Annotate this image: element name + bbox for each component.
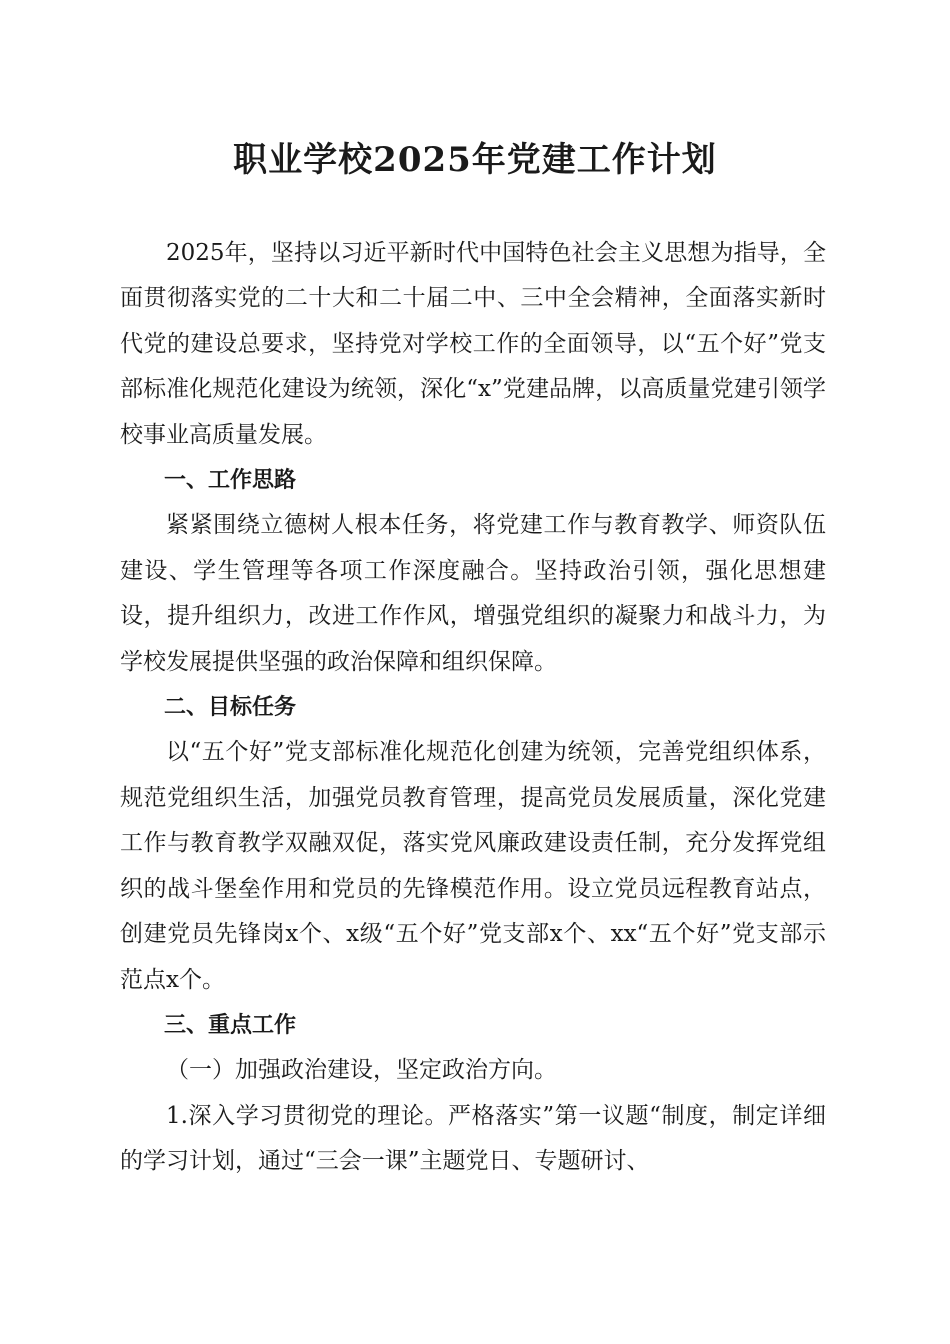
section-heading-key-work: 三、重点工作 [164, 1012, 297, 1038]
section-heading-work-approach: 一、工作思路 [164, 468, 297, 494]
intro-paragraph: 2025年，坚持以习近平新时代中国特色社会主义思想为指导，全面贯彻落实党的二十大和二十届二中、三中全会精神，全面落实新时代党的建设总要求，坚持党对学校工作的全面领导，以“五个好”党支部标准化规范化建设为统领，深化“x”党建品牌，以高质量党建引领学校事业高质量发展。 [120, 240, 826, 448]
section-heading-goals: 二、目标任务 [164, 695, 297, 721]
item-paragraph-theory-study: 1.深入学习贯彻党的理论。严格落实”第一议题“制度，制定详细的学习计划，通过“三会一课”主题党日、专题研讨、 [120, 1102, 826, 1175]
document-body [120, 231, 826, 1185]
subsection-heading-political-building: （一）加强政治建设，坚定政治方向。 [166, 1057, 557, 1084]
work-approach-paragraph: 紧紧围绕立德树人根本任务，将党建工作与教育教学、师资队伍建设、学生管理等各项工作深度融合。坚持政治引领，强化思想建设，提升组织力，改进工作作风，增强党组织的凝聚力和战斗力，为学校发展提供坚强的政治保障和组织保障。 [120, 512, 826, 675]
document-title: 职业学校2025年党建工作计划 [233, 140, 717, 180]
goals-paragraph: 以“五个好”党支部标准化规范化创建为统领，完善党组织体系，规范党组织生活，加强党员教育管理，提高党员发展质量，深化党建工作与教育教学双融双促，落实党风廉政建设责任制，充分发挥党组织的战斗堡垒作用和党员的先锋模范作用。设立党员远程教育站点，创建党员先锋岗x个、x级“五个好”党支部x个、xx“五个好”党支部示范点x个。 [120, 739, 826, 993]
